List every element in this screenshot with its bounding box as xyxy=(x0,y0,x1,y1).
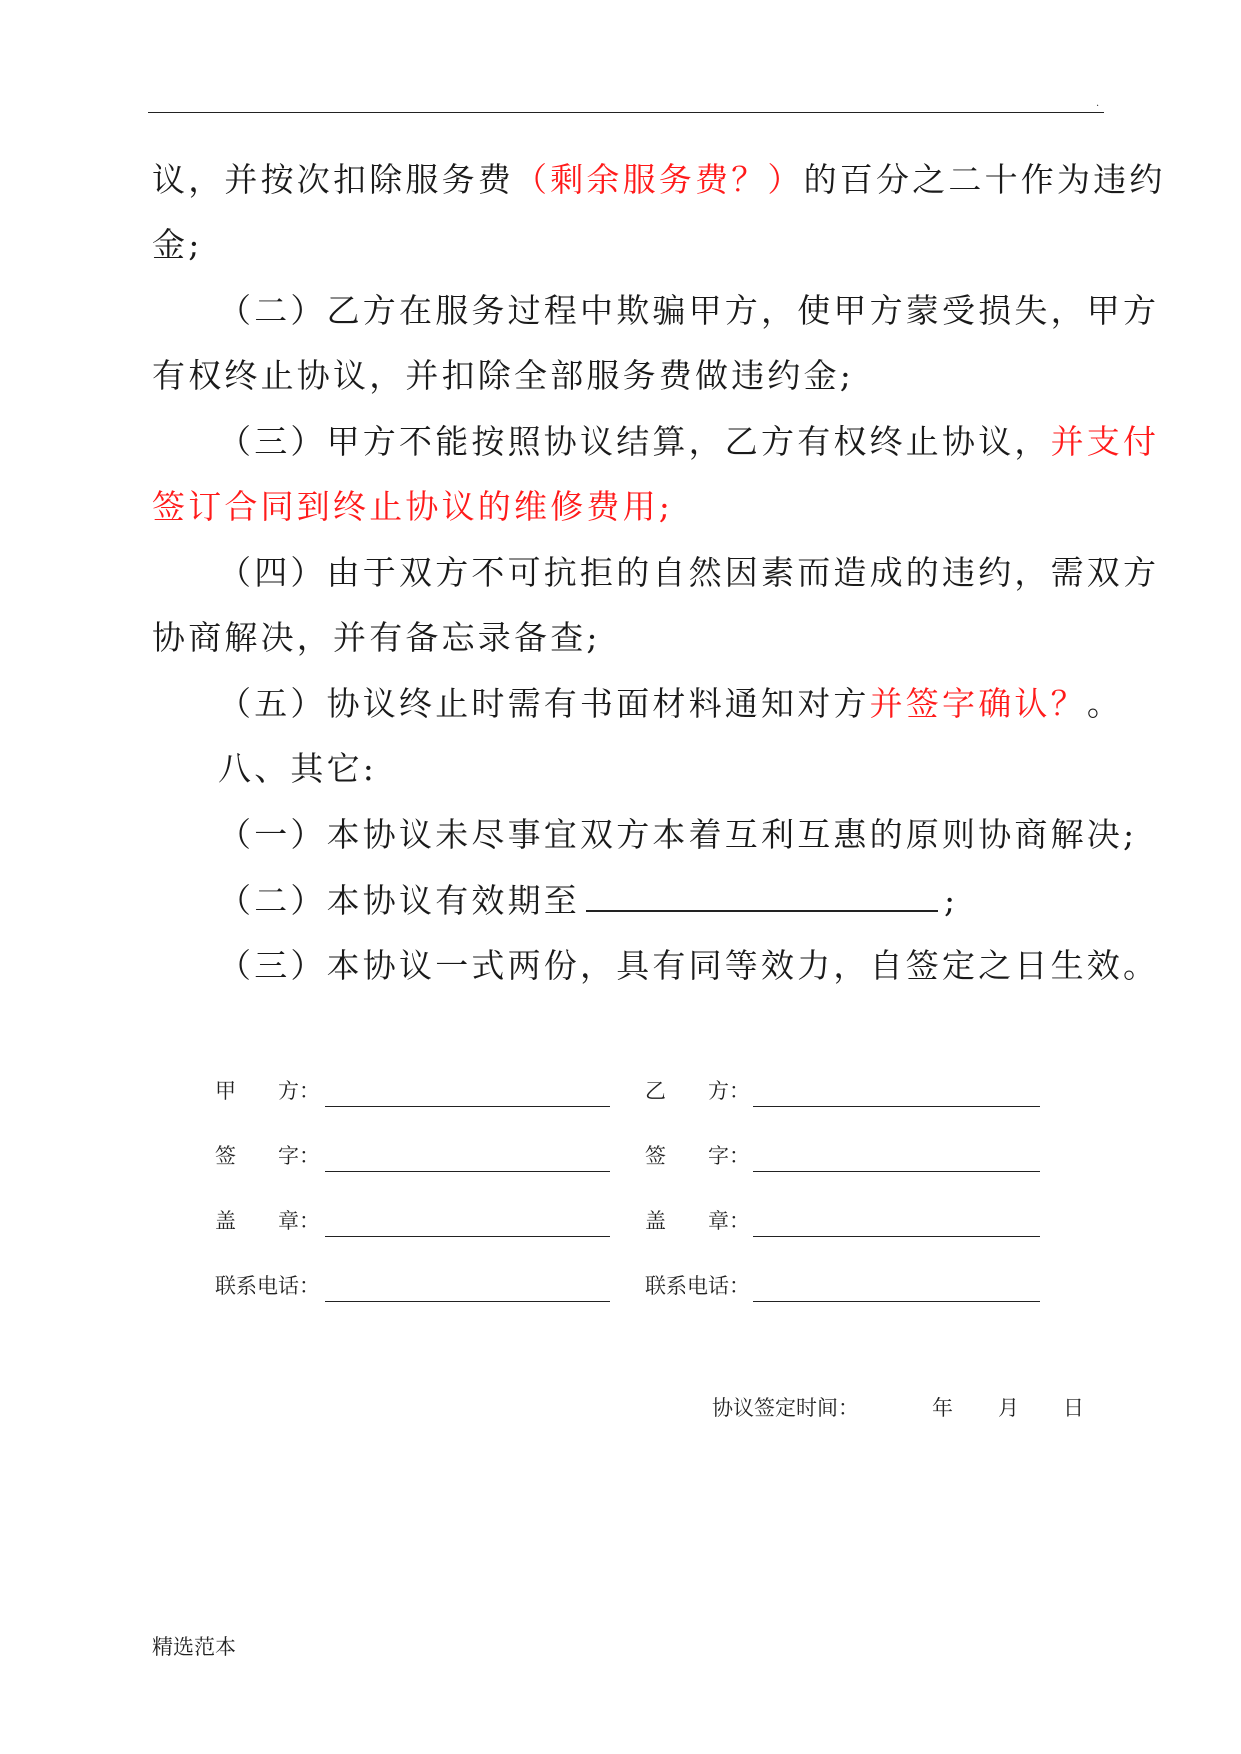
para1-text-b: 的百分之二十作为违约 xyxy=(803,160,1166,199)
para1-text-a: 议，并按次扣除服务费 xyxy=(152,160,514,199)
para3-text: （三）甲方不能按照协议结算，乙方有权终止协议， xyxy=(218,422,1051,461)
para3-line2-highlight: 签订合同到终止协议的维修费用; xyxy=(152,487,674,526)
para4-line2: 协商解决，并有备忘录备查; xyxy=(152,618,601,657)
para5-highlight: 并签字确认？ xyxy=(869,684,1087,723)
party-b-label: 乙 方： xyxy=(645,1079,750,1103)
section8-item3: （三）本协议一式两份，具有同等效力，自签定之日生效。 xyxy=(218,946,1160,985)
party-b-sign-label: 签 字： xyxy=(645,1144,750,1168)
party-b-sign-line[interactable] xyxy=(753,1171,1040,1172)
para5-line1 xyxy=(218,684,1166,724)
party-a-phone-line[interactable] xyxy=(325,1301,610,1302)
section8-item2-text: （二）本协议有效期至 xyxy=(218,881,580,920)
party-a-sign-label: 签 字： xyxy=(215,1144,320,1168)
party-b-seal-line[interactable] xyxy=(753,1236,1040,1237)
party-b-phone-label: 联系电话： xyxy=(645,1274,750,1298)
signing-date-day: 日 xyxy=(1063,1396,1084,1420)
party-a-seal-label: 盖 章： xyxy=(215,1209,320,1233)
signing-date-label: 协议签定时间： xyxy=(712,1396,859,1420)
para1-highlight: （剩余服务费？） xyxy=(514,160,804,199)
para3-line1 xyxy=(218,422,1166,462)
party-a-line[interactable] xyxy=(325,1106,610,1107)
para1-line1 xyxy=(152,160,1166,200)
party-b-line[interactable] xyxy=(753,1106,1040,1107)
section8-item2 xyxy=(218,880,1166,921)
header-rule xyxy=(148,112,1104,113)
footer-text: 精选范本 xyxy=(152,1635,236,1659)
validity-blank[interactable] xyxy=(586,880,938,912)
party-a-seal-line[interactable] xyxy=(325,1236,610,1237)
signing-date-year: 年 xyxy=(932,1396,953,1420)
para5-end: 。 xyxy=(1086,684,1124,723)
para2-line2: 有权终止协议，并扣除全部服务费做违约金; xyxy=(152,356,855,395)
party-a-phone-label: 联系电话： xyxy=(215,1274,320,1298)
signing-date-month: 月 xyxy=(998,1396,1019,1420)
para1-line2: 金; xyxy=(152,225,203,264)
party-a-sign-line[interactable] xyxy=(325,1171,610,1172)
para4-line1: （四）由于双方不可抗拒的自然因素而造成的违约，需双方 xyxy=(218,553,1160,592)
section8-title: 八、其它: xyxy=(218,749,378,788)
para2-line1: （二）乙方在服务过程中欺骗甲方，使甲方蒙受损失，甲方 xyxy=(218,291,1160,330)
para3-highlight: 并支付 xyxy=(1050,422,1160,461)
party-a-label: 甲 方： xyxy=(215,1079,320,1103)
para5-text: （五）协议终止时需有书面材料通知对方 xyxy=(218,684,870,723)
section8-item1: （一）本协议未尽事宜双方本着互利互惠的原则协商解决; xyxy=(218,815,1138,854)
party-b-seal-label: 盖 章： xyxy=(645,1209,750,1233)
header-dot: . xyxy=(1096,98,1100,109)
section8-item2-end: ; xyxy=(944,881,959,920)
party-b-phone-line[interactable] xyxy=(753,1301,1040,1302)
